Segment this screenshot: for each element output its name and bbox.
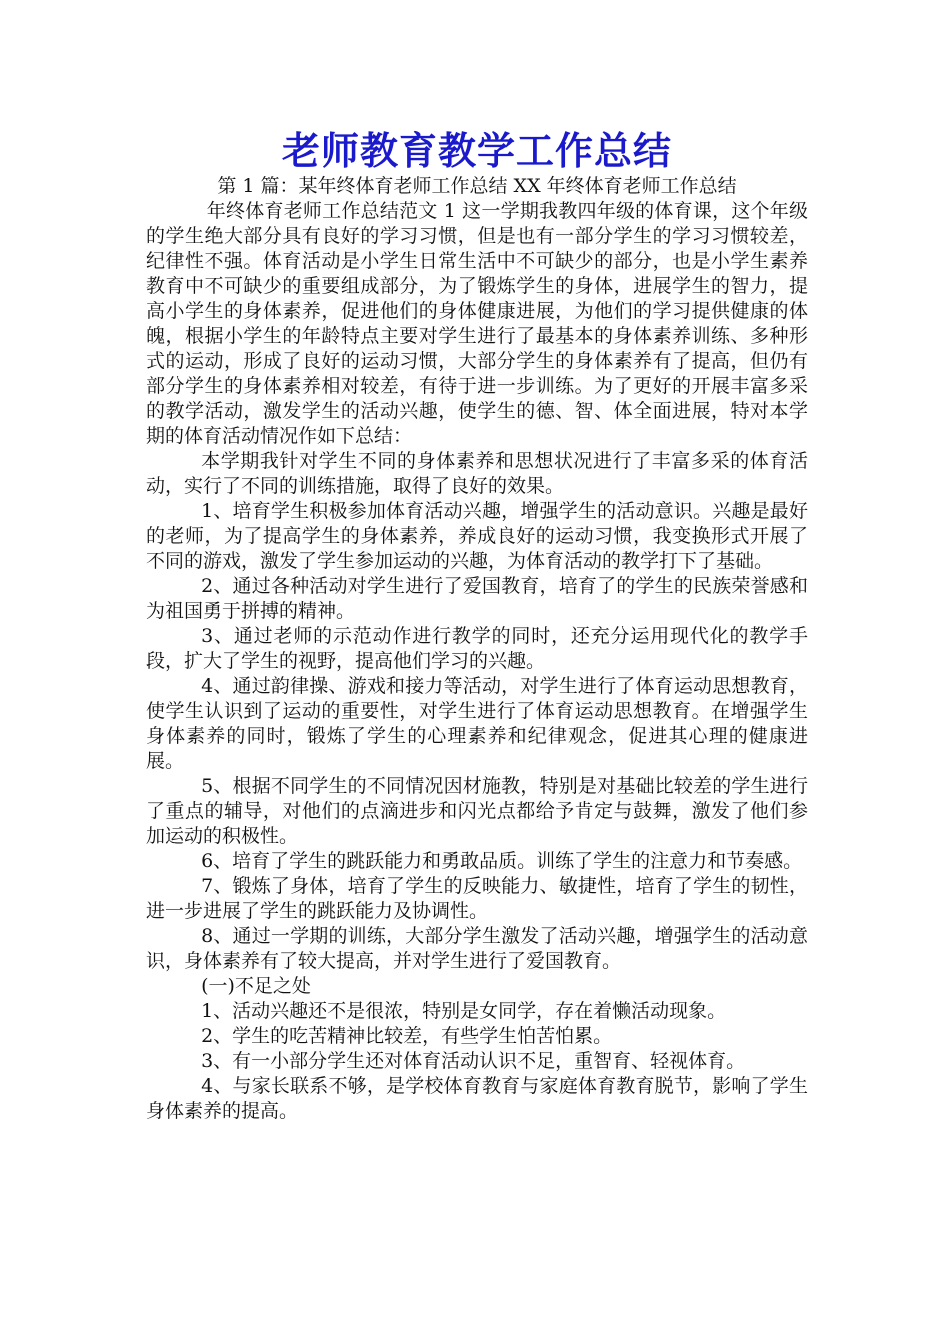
shortcoming-item-4: 4、与家长联系不够，是学校体育教育与家庭体育教育脱节，影响了学生身体素养的提高。 — [146, 1075, 808, 1122]
paragraph-item-2: 2、通过各种活动对学生进行了爱国教育，培育了的学生的民族荣誉感和为祖国勇于拼搏的精神。 — [146, 575, 808, 622]
section-heading-shortcomings: (一)不足之处 — [201, 975, 311, 997]
paragraph-item-4: 4、通过韵律操、游戏和接力等活动，对学生进行了体育运动思想教育，使学生认识到了运动的重要性，对学生进行了体育运动思想教育。在增强学生身体素养的同时，锻炼了学生的心理素养和纪律观念，促进其心理的健康进展。 — [146, 675, 808, 772]
shortcoming-item-3: 3、有一小部分学生还对体育活动认识不足，重智育、轻视体育。 — [201, 1050, 746, 1072]
paragraph-item-5: 5、根据不同学生的不同情况因材施教，特别是对基础比较差的学生进行了重点的辅导，对他们的点滴进步和闪光点都给予肯定与鼓舞，激发了他们参加运动的积极性。 — [146, 775, 808, 847]
shortcoming-item-1: 1、活动兴趣还不是很浓，特别是女同学，存在着懒活动现象。 — [201, 1000, 727, 1022]
paragraph-item-8: 8、通过一学期的训练，大部分学生激发了活动兴趣，增强学生的活动意识，身体素养有了较大提高，并对学生进行了爱国教育。 — [146, 925, 808, 972]
paragraph-item-6: 6、培育了学生的跳跃能力和勇敢品质。训练了学生的注意力和节奏感。 — [201, 850, 803, 872]
paragraph-item-3: 3、通过老师的示范动作进行教学的同时，还充分运用现代化的教学手段，扩大了学生的视野，提高他们学习的兴趣。 — [146, 625, 808, 672]
document-subtitle: 第 1 篇：某年终体育老师工作总结 XX 年终体育老师工作总结 — [217, 175, 737, 197]
paragraph-semester-summary: 本学期我针对学生不同的身体素养和思想状况进行了丰富多采的体育活动，实行了不同的训练措施，取得了良好的效果。 — [146, 450, 808, 497]
document-title: 老师教育教学工作总结 — [281, 128, 672, 173]
paragraph-item-1: 1、培育学生积极参加体育活动兴趣，增强学生的活动意识。兴趣是最好的老师，为了提高学生的身体素养，养成良好的运动习惯，我变换形式开展了不同的游戏，激发了学生参加运动的兴趣，为体育活动的教学打下了基础。 — [146, 500, 808, 572]
shortcoming-item-2: 2、学生的吃苦精神比较差，有些学生怕苦怕累。 — [201, 1025, 613, 1047]
paragraph-intro: 年终体育老师工作总结范文 1 这一学期我教四年级的体育课，这个年级的学生绝大部分具有良好的学习习惯，但是也有一部分学生的学习习惯较差，纪律性不强。体育活动是小学生日常生活中不可缺少的部分，也是小学生素养教育中不可缺少的重要组成部分，为了锻炼学生的身体，进展学生的智力，提高小学生的身体素养，促进他们的身体健康进展，为他们的学习提供健康的体魄，根据小学生的年龄特点主要对学生进行了最基本的身体素养训练、多种形式的运动，形成了良好的运动习惯，大部分学生的身体素养有了提高，但仍有部分学生的身体素养相对较差，有待于进一步训练。为了更好的开展丰富多采的教学活动，激发学生的活动兴趣，使学生的德、智、体全面进展，特对本学期的体育活动情况作如下总结： — [146, 200, 808, 447]
document-page — [146, 128, 808, 1124]
paragraph-item-7: 7、锻炼了身体，培育了学生的反映能力、敏捷性，培育了学生的韧性，进一步进展了学生的跳跃能力及协调性。 — [146, 875, 808, 922]
